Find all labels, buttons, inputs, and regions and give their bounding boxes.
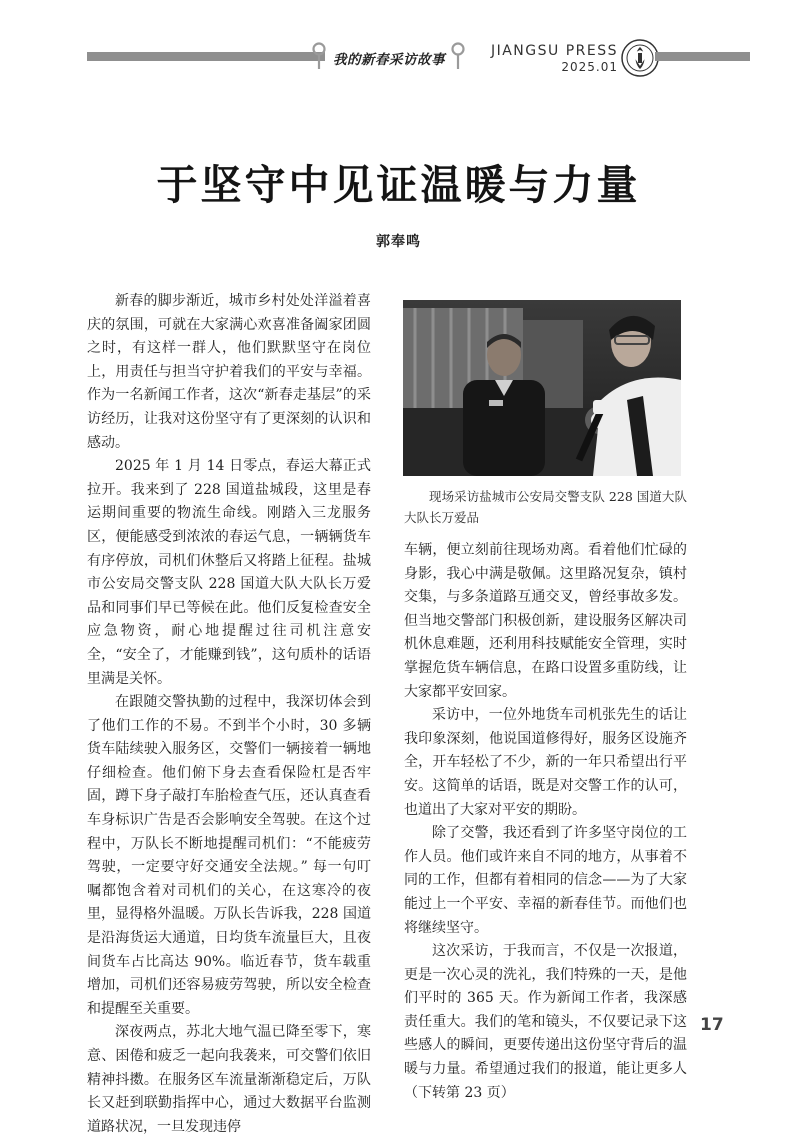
interview-photo-illustration	[403, 300, 681, 476]
section-title: 我的新春采访故事	[333, 52, 445, 68]
article-title: 于坚守中见证温暖与力量	[156, 161, 641, 209]
issue-number: 2025.01	[561, 60, 618, 74]
paragraph: 车辆，便立刻前往现场劝离。看着他们忙碌的身影，我心中满是敬佩。这里路况复杂，镇村交集，与多条道路互通交叉，曾经事故多发。但当地交警部门积极创新，建设服务区解决司机休息难题，还利用科技赋能安全管理，实时掌握危货车辆信息，在路口设置多重防线，让大家都平安回家。	[404, 542, 687, 700]
brand-block	[478, 42, 618, 75]
paragraph: 采访中，一位外地货车司机张先生的话让我印象深刻，他说国道修得好，服务区设施齐全，开车轻松了不少，新的一年只希望出行平安。这简单的话语，既是对交警工作的认可，也道出了大家对平安的期盼。	[404, 707, 687, 818]
right-column	[404, 539, 687, 1105]
magazine-seal-icon	[621, 39, 659, 77]
article-author: 郭奉鸣	[376, 234, 421, 250]
photo-caption-text: 现场采访盐城市公安局交警支队 228 国道大队大队长万爱品	[404, 489, 687, 525]
paragraph: 除了交警，我还看到了许多坚守岗位的工作人员。他们或许来自不同的地方，从事着不同的工作，但都有着相同的信念——为了大家能过上一个平安、幸福的新春佳节。而他们也将继续坚守。	[404, 825, 687, 936]
left-column	[87, 290, 371, 1139]
paragraph: 在跟随交警执勤的过程中，我深切体会到了他们工作的不易。不到半个小时，30 多辆货车陆续驶入服务区，交警们一辆接着一辆地仔细检查。他们俯下身去查看保险杠是否牢固，蹲下身子敲打车胎检查气压，还认真查看车身标识广告是否会影响安全驾驶。在这个过程中，万队长不断地提醒司机们：“不能疲劳驾驶，一定要守好交通安全法规。” 每一句叮嘱都饱含着对司机们的关心，在这寒冷的夜里，显得格外温暖。万队长告诉我，228 国道是沿海货运大通道，日均货车流量巨大，且夜间货车占比高达 90%。临近春节，货车载重增加，司机们还容易疲劳驾驶，所以安全检查和提醒至关重要。	[87, 694, 371, 1017]
paragraph: 2025 年 1 月 14 日零点，春运大幕正式拉开。我来到了 228 国道盐城段，这里是春运期间重要的物流生命线。刚踏入三龙服务区，便能感受到浓浓的春运气息，一辆辆货车有序停放，司机们休整后又将踏上征程。盐城市公安局交警支队 228 国道大队大队长万爱品和同事们早已等候在此。他们反复检查安全应急物资，耐心地提醒过往司机注意安全，“安全了，才能赚到钱”，这句质朴的话语里满是关怀。	[87, 458, 371, 687]
header-bar-right	[655, 52, 750, 61]
pin-icon	[451, 42, 465, 70]
photo-caption	[404, 486, 687, 528]
paragraph: 深夜两点，苏北大地气温已降至零下，寒意、困倦和疲乏一起向我袭来，可交警们依旧精神抖擞。在服务区车流量渐渐稳定后，万队长又赶到联勤指挥中心，通过大数据平台监测道路状况，一旦发现违停	[87, 1024, 371, 1135]
header-bar-left	[87, 52, 325, 61]
brand-name: JIANGSU PRESS	[490, 43, 618, 59]
paragraph: 这次采访，于我而言，不仅是一次报道，更是一次心灵的洗礼，我们特殊的一天，是他们平时的 365 天。作为新闻工作者，我深感责任重大。我们的笔和镜头，不仅要记录下这些感人的瞬间，更要传递出这份坚守背后的温暖与力量。希望通过我们的报道，能让更多人（下转第 23 页）	[404, 943, 687, 1101]
page-number: 17	[700, 1015, 724, 1035]
interview-photo	[403, 300, 681, 476]
paragraph: 新春的脚步渐近，城市乡村处处洋溢着喜庆的氛围，可就在大家满心欢喜准备阖家团圆之时，有这样一群人，他们默默坚守在岗位上，用责任与担当守护着我们的平安与幸福。作为一名新闻工作者，这次“新春走基层”的采访经历，让我对这份坚守有了更深刻的认识和感动。	[87, 293, 371, 451]
pin-icon	[312, 42, 326, 70]
